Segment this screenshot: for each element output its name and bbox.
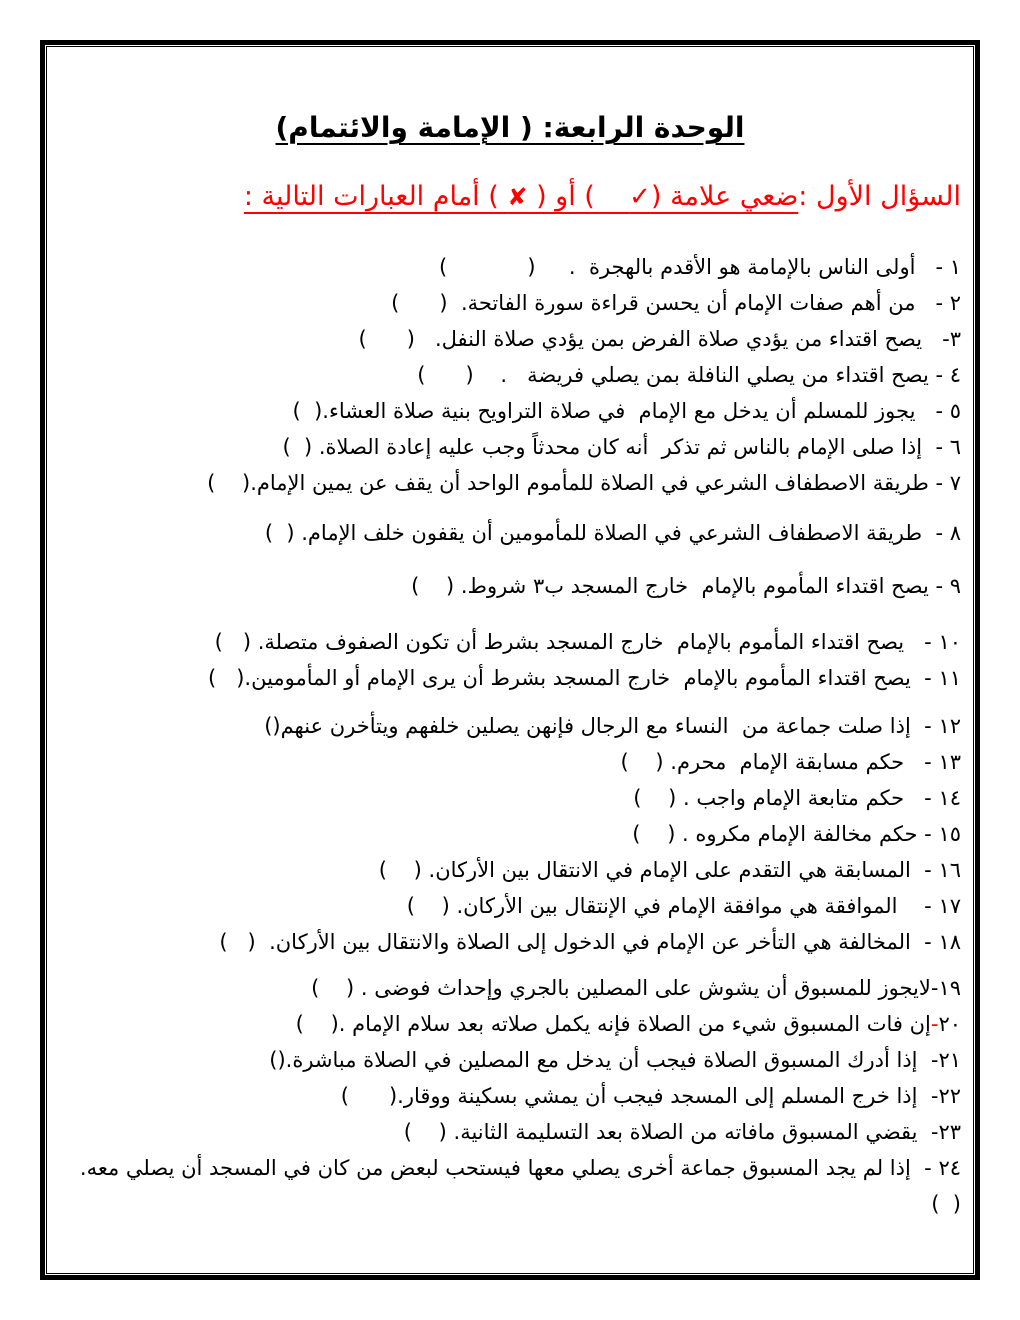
unit-title-text: الوحدة الرابعة: ( الإمامة والائتمام) bbox=[275, 111, 745, 144]
question-underlined-segment bbox=[244, 181, 798, 212]
question-item-2: ٢ - من أهم صفات الإمام أن يحسن قراءة سورة الفاتحة. ( ) bbox=[391, 291, 961, 315]
question-item-17: ١٧ - الموافقة هي موافقة الإمام في الإنتقال بين الأركان. ( ) bbox=[406, 894, 961, 918]
question-item-22: ٢٢- إذا خرج المسلم إلى المسجد فيجب أن يمشي بسكينة ووقار.( ) bbox=[340, 1084, 961, 1108]
question-item-16: ١٦ - المسابقة هي التقدم على الإمام في الانتقال بين الأركان. ( ) bbox=[378, 858, 961, 882]
question-item-1: ١ - أولى الناس بالإمامة هو الأقدم بالهجرة . ( ) bbox=[439, 255, 961, 279]
question-item-12: ١٢ - إذا صلت جماعة من النساء مع الرجال فإنهن يصلين خلفهم ويتأخرن عنهم() bbox=[264, 714, 961, 738]
question-item-7: ٧ - طريقة الاصطفاف الشرعي في الصلاة للمأموم الواحد أن يقف عن يمين الإمام.( ) bbox=[207, 471, 961, 495]
item-20-red-dash: - bbox=[930, 1012, 939, 1036]
question-item-8: ٨ - طريقة الاصطفاف الشرعي في الصلاة للمأمومين أن يقفون خلف الإمام. ( ) bbox=[264, 521, 961, 545]
question-item-14: ١٤ - حكم متابعة الإمام واجب . ( ) bbox=[633, 786, 961, 810]
item-24-answer-slot: ( ) bbox=[931, 1192, 961, 1216]
question-item-9: ٩ - يصح اقتداء المأموم بالإمام خارج المسجد ب٣ شروط. ( ) bbox=[411, 574, 961, 598]
page-content-area bbox=[46, 46, 974, 1274]
question-item-6: ٦ - إذا صلى الإمام بالناس ثم تذكر أنه كان محدثاً وجب عليه إعادة الصلاة. ( ) bbox=[282, 435, 961, 459]
question-item-15: ١٥ - حكم مخالفة الإمام مكروه . ( ) bbox=[632, 822, 961, 846]
question-item-18: ١٨ - المخالفة هي التأخر عن الإمام في الدخول إلى الصلاة والانتقال بين الأركان. ( ) bbox=[219, 930, 961, 954]
question-item-13: ١٣ - حكم مسابقة الإمام محرم. ( ) bbox=[620, 750, 961, 774]
question-item-4: ٤ - يصح اقتداء من يصلي النافلة بمن يصلي فريضة . ( ) bbox=[417, 363, 961, 387]
question-item-21: ٢١- إذا أدرك المسبوق الصلاة فيجب أن يدخل مع المصلين في الصلاة مباشرة.() bbox=[269, 1048, 961, 1072]
question-item-20 bbox=[59, 1006, 961, 1042]
item-20-number: ٢٠ bbox=[938, 1012, 961, 1036]
x-icon: ✘ bbox=[507, 183, 528, 211]
question-item-5: ٥ - يجوز للمسلم أن يدخل مع الإمام في صلاة التراويح بنية صلاة العشاء.( ) bbox=[292, 399, 961, 423]
question-part1: ضعي علامة ( bbox=[650, 181, 799, 212]
question-part2: ) أو ( bbox=[527, 181, 630, 212]
question-item-3: ٣- يصح اقتداء من يؤدي صلاة الفرض بمن يؤدي صلاة النفل. ( ) bbox=[358, 327, 961, 351]
question-item-10: ١٠ - يصح اقتداء المأموم بالإمام خارج المسجد بشرط أن تكون الصفوف متصلة. ( ) bbox=[214, 630, 961, 654]
question-prefix: السؤال الأول : bbox=[798, 181, 961, 212]
page-border-frame bbox=[40, 40, 980, 1280]
question-item-19: ١٩-لايجوز للمسبوق أن يشوش على المصلين بالجري وإحداث فوضى . ( ) bbox=[311, 976, 961, 1000]
question-instruction bbox=[59, 173, 961, 221]
check-icon: ✓ bbox=[629, 182, 651, 212]
question-part3: ) أمام العبارات التالية : bbox=[243, 181, 508, 212]
question-item-11: ١١ - يصح اقتداء المأموم بالإمام خارج المسجد بشرط أن يرى الإمام أو المأمومين.( ) bbox=[208, 666, 961, 690]
question-item-23: ٢٣- يقضي المسبوق مافاته من الصلاة بعد التسليمة الثانية. ( ) bbox=[403, 1120, 961, 1144]
item-20-text: إن فات المسبوق شيء من الصلاة فإنه يكمل صلاته بعد سلام الإمام .( ) bbox=[295, 1012, 931, 1036]
question-item-24: ٢٤ - إذا لم يجد المسبوق جماعة أخرى يصلي معها فيستحب لبعض من كان في المسجد أن يصلي معه. bbox=[79, 1156, 961, 1180]
unit-title bbox=[59, 105, 961, 151]
statement-list bbox=[59, 249, 961, 1222]
